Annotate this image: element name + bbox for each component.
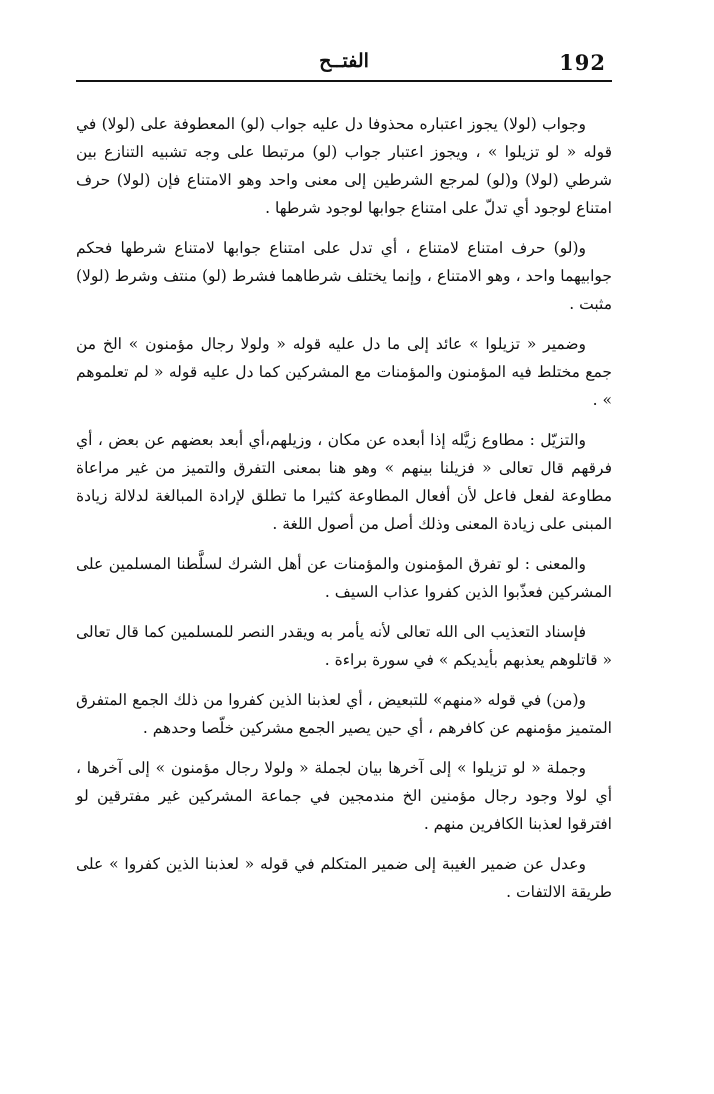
page-number: 192 [559, 50, 606, 75]
paragraph: و(من) في قوله «منهم» للتبعيض ، أي لعذبنا الذين كفروا من ذلك الجمع المتفرق المتميز مؤمنهم عن كافرهم ، أي حين يصير الجمع مشركين خلّصا وحدهم . [76, 691, 612, 737]
paragraph: وجملة « لو تزيلوا » إلى آخرها بيان لجملة « ولولا رجال مؤمنون » إلى آخرها ، أي لولا وجود رجال مؤمنين الخ مندمجين في جماعة المشركين غير مفترقين لو افترقوا لعذبنا الكافرين منهم . [76, 759, 612, 833]
paragraph: و(لو) حرف امتناع لامتناع ، أي تدل على امتناع جوابها لامتناع شرطها فحكم جوابيهما واحد ، وهو الامتناع ، وإنما يختلف شرطاهما فشرط (لو) منتف وشرط (لولا) مثبت . [76, 239, 612, 313]
page-body [76, 110, 612, 906]
paragraph: وضمير « تزيلوا » عائد إلى ما دل عليه قوله « ولولا رجال مؤمنون » الخ من جمع مختلط فيه المؤمنون والمؤمنات مع المشركين كما دل عليه قوله « لم تعلموهم » . [76, 335, 612, 409]
page-header [76, 44, 612, 76]
running-title: الفتــح [319, 50, 369, 72]
paragraph: والتزيّل : مطاوع زيَّله إذا أبعده عن مكان ، وزيلهم،أي أبعد بعضهم عن بعض ، أي فرقهم قال تعالى « فزيلنا بينهم » وهو هنا بمعنى التفرق والتميز من غير مراعاة مطاوعة لفعل فاعل لأن أفعال المطاوعة كثيرا ما تطلق لإرادة المبالغة لدلالة زيادة المبنى على زيادة المعنى وذلك أصل من أصول اللغة . [76, 431, 612, 533]
header-rule [76, 80, 612, 82]
paragraph: وجواب (لولا) يجوز اعتباره محذوفا دل عليه جواب (لو) المعطوفة على (لولا) في قوله « لو تزيلوا » ، ويجوز اعتبار جواب (لو) مرتبطا على وجه تشبيه التنازع بين شرطي (لولا) و(لو) لمرجع الشرطين إلى معنى واحد وهو الامتناع فإن (لولا) حرف امتناع لوجود أي تدلّ على امتناع جوابها لوجود شرطها . [76, 115, 612, 217]
paragraph: وعدل عن ضمير الغيبة إلى ضمير المتكلم في قوله « لعذبنا الذين كفروا » على طريقة الالتفات . [76, 855, 612, 901]
paragraph: فإسناد التعذيب الى الله تعالى لأنه يأمر به ويقدر النصر للمسلمين كما قال تعالى « قاتلوهم يعذبهم بأيديكم » في سورة براءة . [76, 623, 612, 669]
paragraph: والمعنى : لو تفرق المؤمنون والمؤمنات عن أهل الشرك لسلَّطنا المسلمين على المشركين فعذّبوا الذين كفروا عذاب السيف . [76, 555, 612, 601]
